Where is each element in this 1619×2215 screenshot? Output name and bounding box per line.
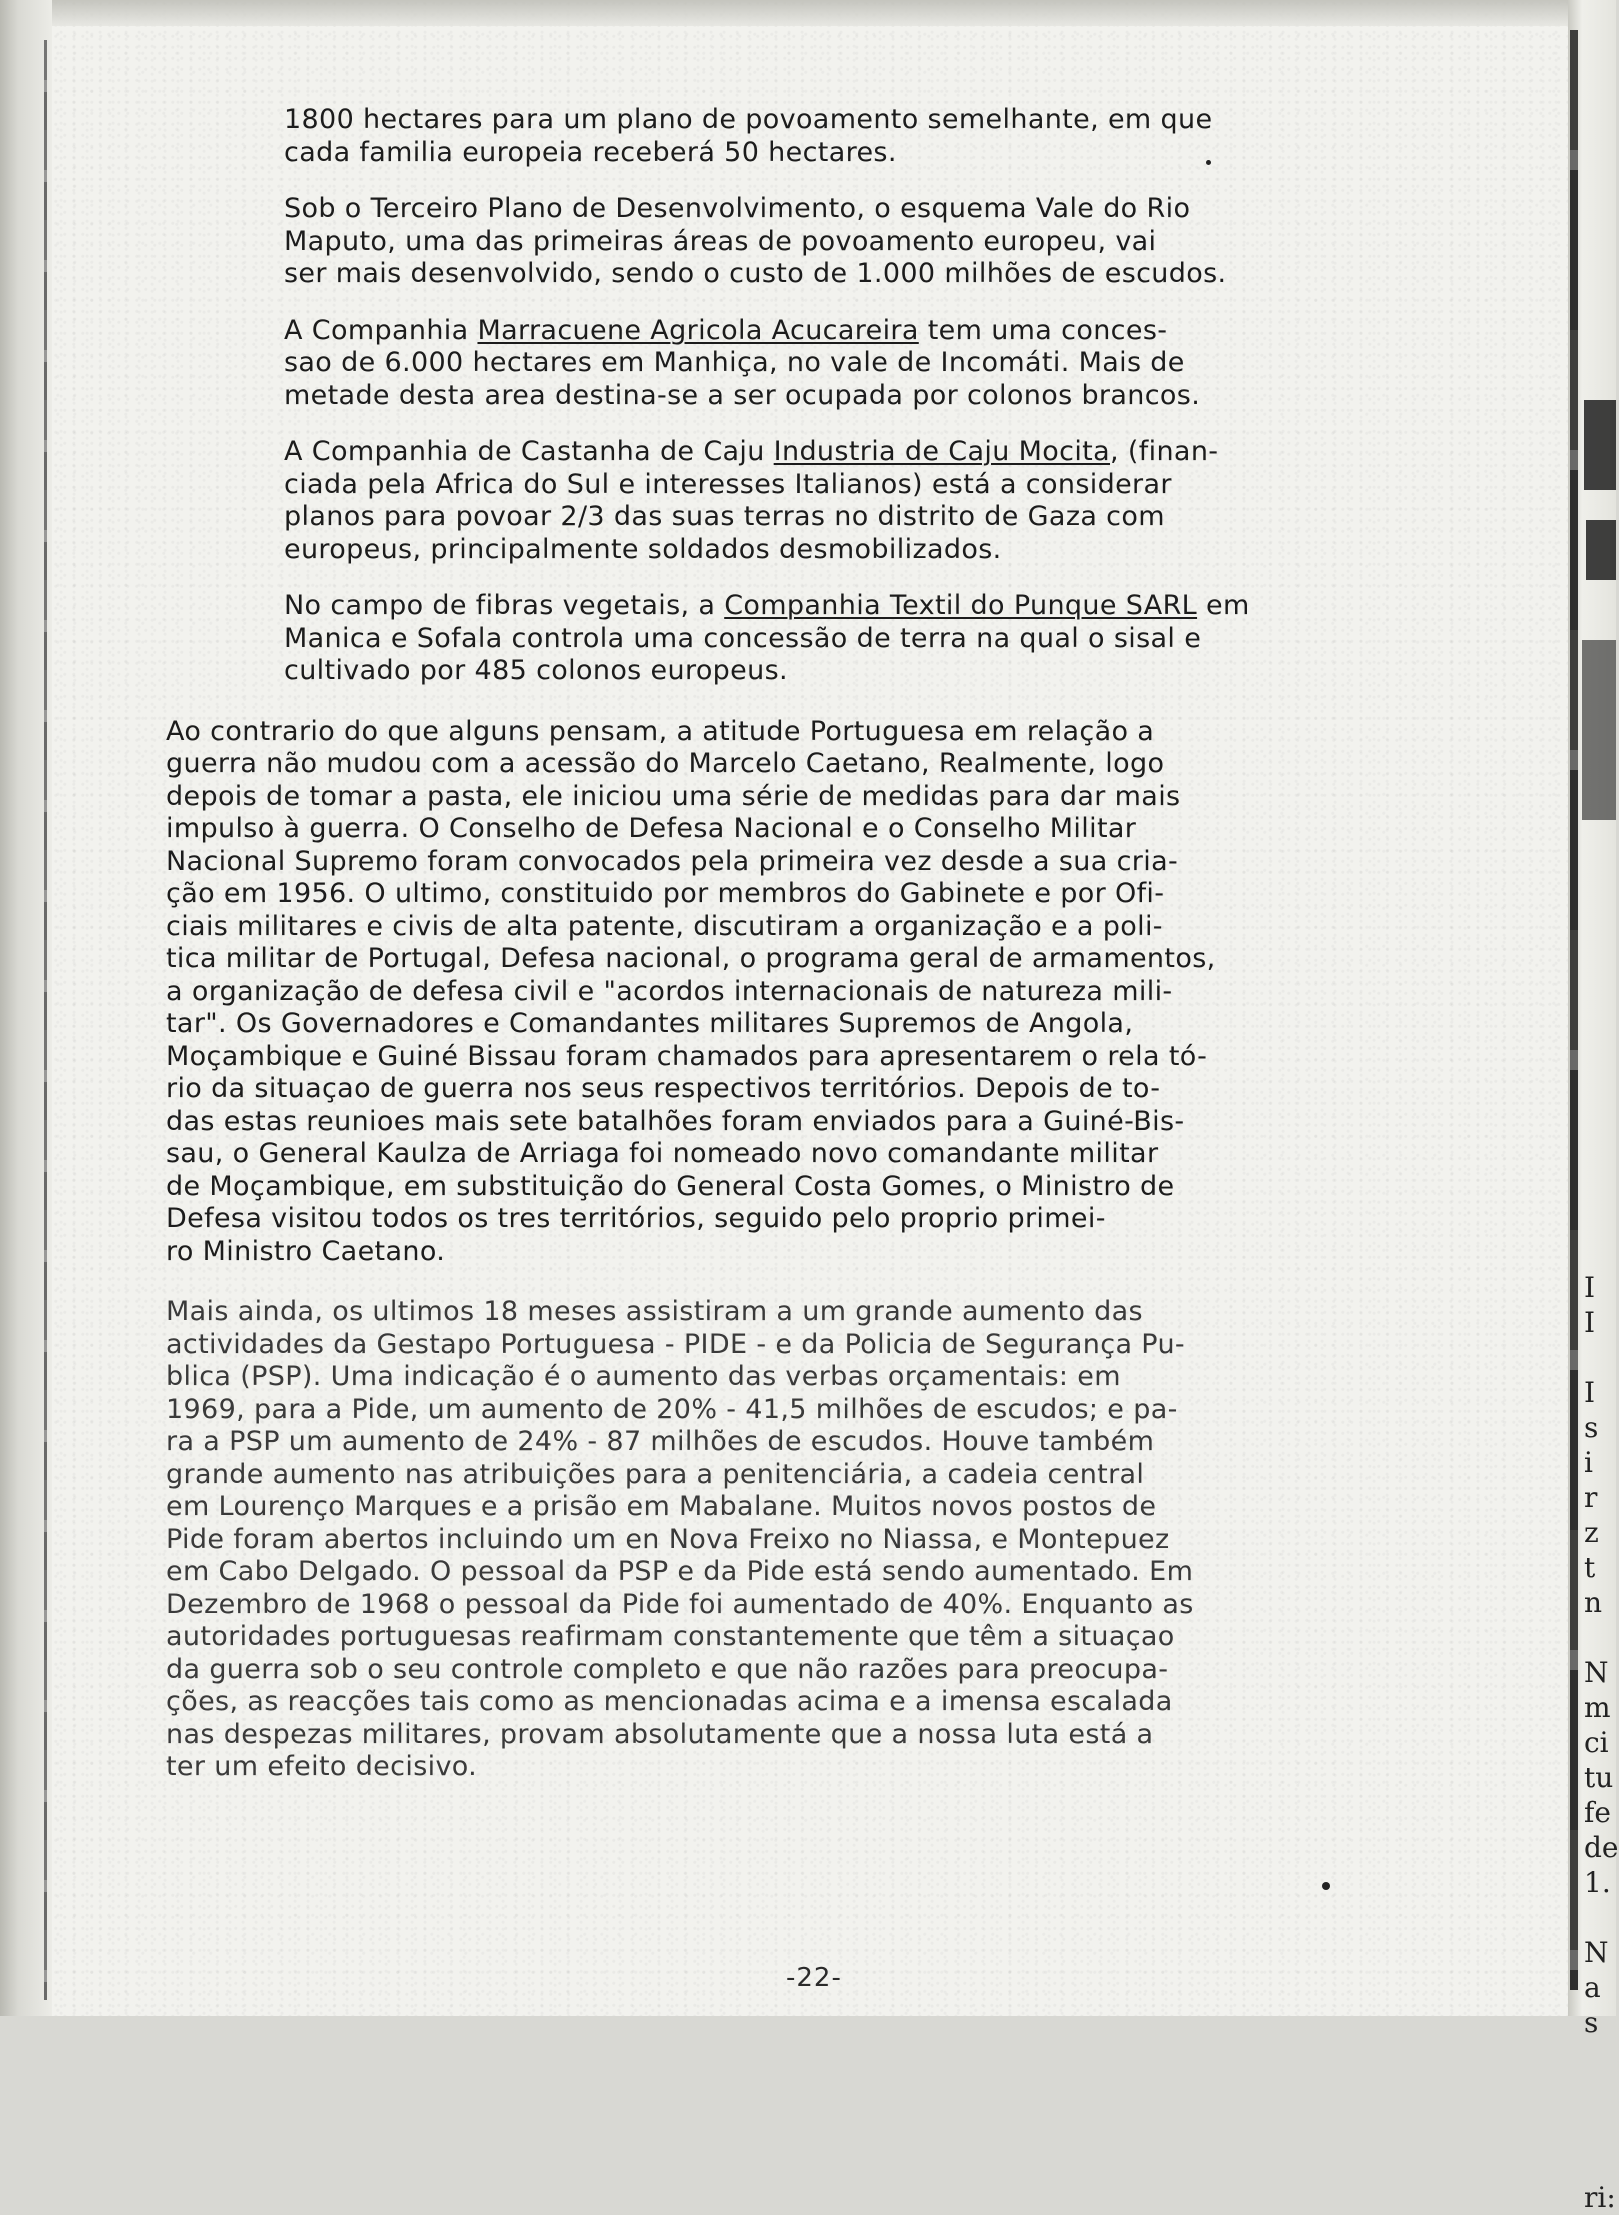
adjacent-page-glyph: r xyxy=(1584,1481,1598,1514)
paragraph-marracuene-lead: A Companhia xyxy=(284,314,478,346)
adjacent-page-glyph: m xyxy=(1584,1691,1611,1724)
paragraph-caetano-war-policy: Ao contrario do que alguns pensam, a atitude Portuguesa em relação a guerra não mudou com a acessão do Marcelo Caetano, Realmente, logo depois de tomar a pasta, ele iniciou uma série de medidas para dar mais impulso à guerra. O Conselho de Defesa Nacional e o Conselho Militar Nacional Supremo foram convocados pela primeira vez desde a sua cria- ção em 1956. O ultimo, constituido por membros do Gabinete e por Ofi- ciais militares e civis de alta patente, discutiram a organização e a poli- tica militar de Portugal, Defesa nacional, o programa geral de armamentos, a organização de defesa civil e "acordos internacionais de natureza mili- tar". Os Governadores e Comandantes militares Supremos de Angola, Moçambique e Guiné Bissau foram chamados para apresentarem o rela tó- rio da situaçao de guerra nos seus respectivos territórios. Depois de to- das estas reunioes mais sete batalhões foram enviados para a Guiné-Bis- sau, o General Kaulza de Arriaga foi nomeado novo comandante militar de Moçambique, em substituição do General Costa Gomes, o Ministro de Defesa visitou todos os tres territórios, seguido pelo proprio primei- ro Ministro Caetano. xyxy=(166,715,1216,1267)
page-number: -22- xyxy=(786,1963,842,1993)
ink-speck xyxy=(1206,160,1211,165)
adjacent-page-glyph xyxy=(1584,1900,1616,1935)
company-name-caju-mocita: Industria de Caju Mocita xyxy=(773,436,1111,467)
adjacent-page-glyph: s xyxy=(1584,1411,1599,1444)
adjacent-page-glyph: N xyxy=(1584,1656,1609,1689)
company-name-marracuene: Marracuene Agricola Acucareira xyxy=(477,314,919,346)
adjacent-page-glyph: I xyxy=(1584,1271,1596,1304)
adjacent-page-glyph: 1. xyxy=(1584,1866,1611,1899)
adjacent-page-text-bleed xyxy=(1584,1270,1619,2215)
paragraph-marracuene-rest: tem uma conces- sao de 6.000 hectares em Manhiça, no vale de Incomáti. Mais de metade desta area destina-se a ser ocupada por colonos brancos. xyxy=(284,314,1201,411)
adjacent-page-glyph: I xyxy=(1584,1306,1596,1339)
paragraph-hectares: 1800 hectares para um plano de povoamento semelhante, em que cada familia europeia receberá 50 hectares. xyxy=(284,104,1213,168)
adjacent-page-mark xyxy=(1586,520,1616,580)
adjacent-page-glyph: a xyxy=(1584,1971,1601,2004)
adjacent-page-glyph: z xyxy=(1584,1516,1599,1549)
paragraph-caju-rest: , (finan- ciada pela Africa do Sul e interesses Italianos) está a considerar planos para povoar 2/3 das suas terras no distrito de Gaza com europeus, principalmente soldados desmobilizados. xyxy=(284,436,1219,565)
adjacent-page-glyph xyxy=(1584,2145,1616,2180)
adjacent-page-glyph xyxy=(1584,2110,1616,2145)
adjacent-page-glyph xyxy=(1584,1340,1616,1375)
adjacent-page-glyph: I xyxy=(1584,1376,1596,1409)
adjacent-page-glyph: tu xyxy=(1584,1761,1614,1794)
paragraph-caju-mocita xyxy=(284,436,1526,566)
document-body xyxy=(166,104,1526,1784)
adjacent-page-glyph: ri: xyxy=(1584,2181,1616,2214)
paragraph-pide-psp-growth: Mais ainda, os ultimos 18 meses assistiram a um grande aumento das actividades da Gestapo Portuguesa - PIDE - e da Policia de Segurança Pu- blica (PSP). Uma indicação é o aumento das verbas orçamentais: em 1969, para a Pide, um aumento de 20% - 41,5 milhões de escudos; e pa- ra a PSP um aumento de 24% - 87 milhões de escudos. Houve também grande aumento nas atribuições para a penitenciária, a cadeia central em Lourenço Marques e a prisão em Mabalane. Muitos novos postos de Pide foram abertos incluindo um en Nova Freixo no Niassa, e Montepuez em Cabo Delgado. O pessoal da PSP e da Pide está sendo aumentado. Em Dezembro de 1968 o pessoal da Pide foi aumentado de 40%. Enquanto as autoridades portuguesas reafirmam constantemente que têm a situaçao da guerra sob o seu controle completo e que não razões para preocupa- ções, as reacções tais como as mencionadas acima e a imensa escalada nas despezas militares, provam absolutamente que a nossa luta está a ter um efeito decisivo. xyxy=(166,1296,1194,1782)
paragraph-textil-rest: em Manica e Sofala controla uma concessão de terra na qual o sisal e cultivado por 485 colonos europeus. xyxy=(284,590,1250,686)
adjacent-page-glyph: s xyxy=(1584,2006,1599,2039)
paragraph-caju-lead: A Companhia de Castanha de Caju xyxy=(284,436,774,467)
adjacent-page-glyph: N xyxy=(1584,1936,1609,1969)
scan-top-edge xyxy=(0,0,1616,26)
ink-speck xyxy=(1322,1882,1330,1890)
adjacent-page-glyph: de xyxy=(1584,1831,1619,1864)
paragraph-textil-punque xyxy=(284,590,1526,688)
company-name-textil-punque: Companhia Textil do Punque SARL xyxy=(724,590,1198,621)
adjacent-page-glyph: ci xyxy=(1584,1726,1609,1759)
adjacent-page-glyph: i xyxy=(1584,1446,1593,1479)
paragraph-marracuene xyxy=(284,315,1526,413)
adjacent-page-glyph xyxy=(1584,2075,1616,2110)
left-binding-edge xyxy=(0,0,52,2016)
adjacent-page-glyph xyxy=(1584,1620,1616,1655)
paragraph-vale-rio-maputo: Sob o Terceiro Plano de Desenvolvimento, o esquema Vale do Rio Maputo, uma das primeiras áreas de povoamento europeu, vai ser mais desenvolvido, sendo o custo de 1.000 milhões de escudos. xyxy=(284,193,1227,289)
adjacent-page-glyph xyxy=(1584,2040,1616,2075)
adjacent-page-mark xyxy=(1584,400,1616,490)
adjacent-page-glyph: n xyxy=(1584,1586,1603,1619)
adjacent-page-glyph: fe xyxy=(1584,1796,1611,1829)
paragraph-textil-lead: No campo de fibras vegetais, a xyxy=(284,590,725,621)
adjacent-page-glyph: t xyxy=(1584,1551,1596,1584)
adjacent-page-mark xyxy=(1582,640,1616,820)
